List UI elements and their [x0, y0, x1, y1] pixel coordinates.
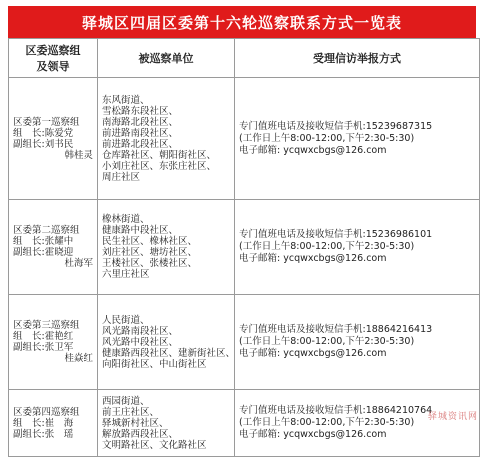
contact-cell	[235, 200, 480, 295]
unit-line: 前进路北段社区、	[102, 138, 179, 150]
unit-line: 六里庄社区	[102, 269, 150, 280]
group-line: 组 长:霍艳红	[13, 331, 74, 342]
table-header-row	[9, 39, 480, 78]
email-text: 电子邮箱: ycqwxcbgs@126.com	[239, 348, 387, 359]
unit-line: 风光路中段社区、	[102, 336, 179, 348]
unit-line: 西园街道、	[102, 395, 150, 407]
hours-text: (工作日上午8:00-12:00,下午2:30-5:30)	[239, 132, 415, 144]
email-text: 电子邮箱: ycqwxcbgs@126.com	[239, 144, 387, 156]
header-contact: 受理信访举报方式	[235, 39, 480, 78]
unit-line: 周庄社区	[102, 171, 141, 183]
unit-line: 民生社区、橡林社区、	[102, 236, 198, 247]
group-line: 组 长:张耀中	[13, 236, 74, 247]
unit-line: 前进路南段社区、	[102, 127, 179, 139]
units-cell	[98, 295, 235, 390]
inspection-contact-table	[8, 38, 480, 457]
table-row	[9, 78, 480, 200]
header-group	[9, 39, 98, 78]
unit-line: 风光路南段社区、	[102, 325, 179, 337]
group-line: 组 长:崔 海	[13, 417, 74, 429]
group-line: 区委第三巡察组	[13, 320, 80, 331]
unit-line: 橡林街道、	[102, 214, 150, 225]
hotline-text: 专门值班电话及接收短信手机:15239687315	[239, 120, 433, 132]
group-line: 韩桂灵	[64, 149, 93, 161]
unit-line: 仓库路社区、朝阳街社区、	[102, 149, 217, 161]
contact-cell	[235, 295, 480, 390]
group-line: 杜海军	[64, 258, 93, 269]
unit-line: 文明路社区、文化路社区	[102, 439, 207, 451]
unit-line: 驿城新村社区、	[102, 417, 169, 429]
contact-cell	[235, 78, 480, 200]
units-cell	[98, 78, 235, 200]
unit-line: 小刘庄社区、东张庄社区、	[102, 160, 217, 172]
unit-line: 东风街道、	[102, 94, 150, 106]
hours-text: (工作日上午8:00-12:00,下午2:30-5:30)	[239, 336, 415, 347]
group-line: 副组长:刘书民	[13, 138, 74, 150]
group-cell	[9, 200, 98, 295]
group-cell	[9, 78, 98, 200]
units-cell	[98, 390, 235, 457]
unit-line: 王楼社区、张楼社区、	[102, 258, 198, 269]
hotline-text: 专门值班电话及接收短信手机:18864210764	[239, 405, 433, 416]
unit-line: 解放路西段社区、	[102, 428, 179, 440]
group-line: 副组长:霍晓迎	[13, 247, 74, 258]
table-row	[9, 390, 480, 457]
group-line: 区委第四巡察组	[13, 406, 80, 418]
group-line: 桂焱红	[64, 353, 93, 364]
header-group-line: 及领导	[36, 60, 70, 73]
unit-line: 向阳街社区、中山街社区	[102, 358, 207, 370]
hotline-text: 专门值班电话及接收短信手机:18864216413	[239, 324, 433, 335]
table-row	[9, 200, 480, 295]
site-watermark: 驿城资讯网	[427, 412, 478, 422]
group-cell	[9, 390, 98, 457]
units-cell	[98, 200, 235, 295]
hotline-text: 专门值班电话及接收短信手机:15236986101	[239, 229, 433, 240]
email-text: 电子邮箱: ycqwxcbgs@126.com	[239, 429, 387, 440]
header-group-line: 区委巡察组	[25, 44, 81, 57]
unit-line: 刘庄社区、塘坊社区、	[102, 247, 198, 258]
group-line: 副组长:张 瑶	[13, 428, 74, 440]
unit-line: 前王庄社区、	[102, 406, 160, 418]
group-line: 组 长:陈爱党	[13, 127, 74, 139]
page-title: 驿城区四届区委第十六轮巡察联系方式一览表	[8, 6, 476, 38]
unit-line: 健康路西段社区、建新街社区、	[102, 347, 236, 359]
email-text: 电子邮箱: ycqwxcbgs@126.com	[239, 253, 387, 264]
table-row	[9, 295, 480, 390]
unit-line: 南海路北段社区、	[102, 116, 179, 128]
hours-text: (工作日上午8:00-12:00,下午2:30-5:30)	[239, 241, 415, 252]
group-line: 副组长:张卫军	[13, 342, 74, 353]
header-units: 被巡察单位	[98, 39, 235, 78]
unit-line: 健康路中段社区、	[102, 225, 179, 236]
contact-cell	[235, 390, 480, 457]
group-line: 区委第一巡察组	[13, 116, 80, 128]
group-cell	[9, 295, 98, 390]
unit-line: 雪松路东段社区、	[102, 105, 179, 117]
hours-text: (工作日上午8:00-12:00,下午2:30-5:30)	[239, 417, 415, 428]
group-line: 区委第二巡察组	[13, 225, 80, 236]
unit-line: 人民街道、	[102, 314, 150, 326]
